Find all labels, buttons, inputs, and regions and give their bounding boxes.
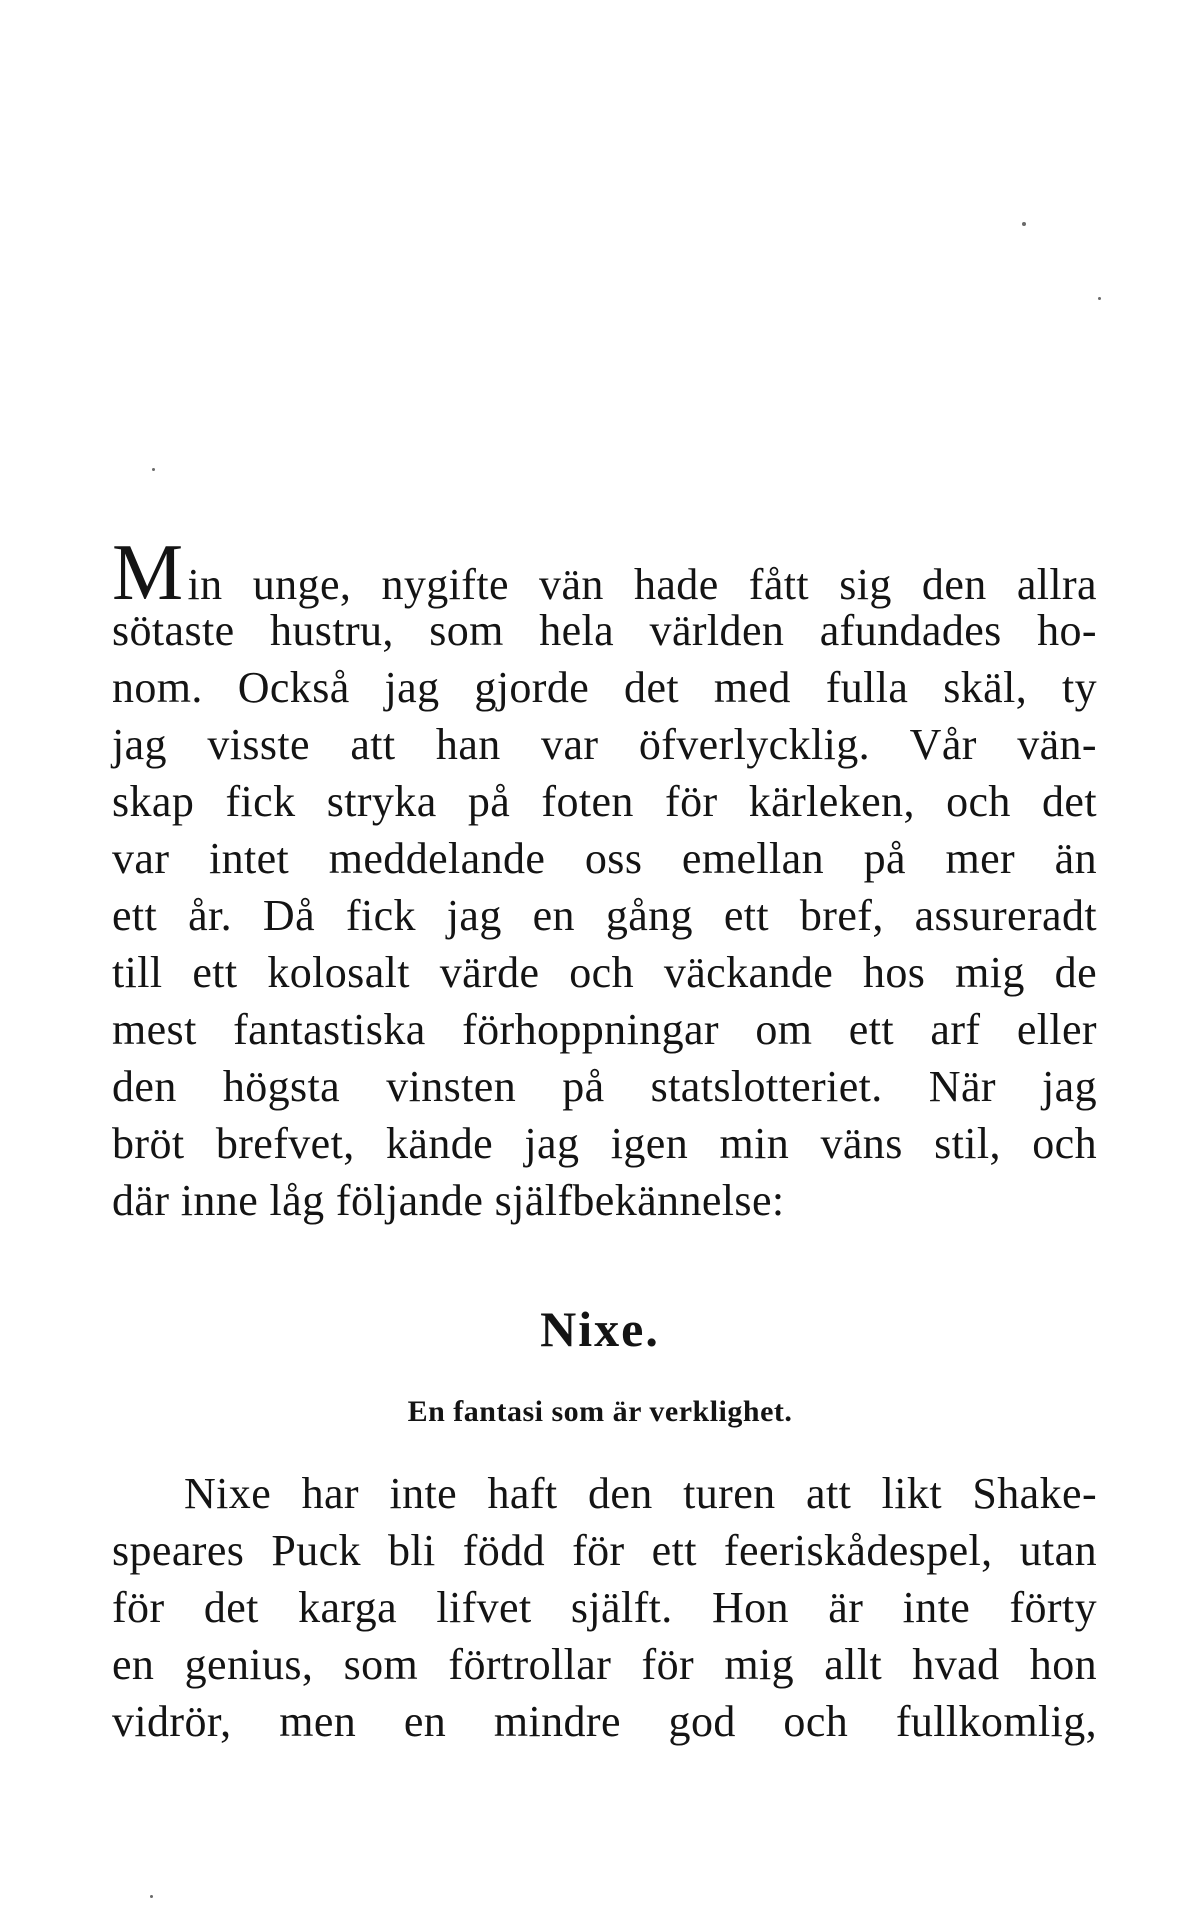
body-line: för det karga lifvet själft. Hon är inte förty	[112, 1583, 1097, 1632]
intro-line: mest fantastiska förhoppningar om ett arf eller	[112, 1005, 1097, 1054]
intro-line: till ett kolosalt värde och väckande hos mig de	[112, 948, 1097, 997]
intro-line: bröt brefvet, kände jag igen min väns stil, och	[112, 1119, 1097, 1168]
intro-line: ett år. Då fick jag en gång ett bref, assureradt	[112, 891, 1097, 940]
intro-line: var intet meddelande oss emellan på mer än	[112, 834, 1097, 883]
intro-line: nom. Också jag gjorde det med fulla skäl, ty	[112, 663, 1097, 712]
intro-first-line	[112, 529, 1097, 617]
intro-first-line-text: in unge, nygifte vän hade fått sig den allra	[187, 560, 1097, 609]
body-line: speares Puck bli född för ett feeriskådespel, utan	[112, 1526, 1097, 1575]
body-line: vidrör, men en mindre god och fullkomlig,	[112, 1697, 1097, 1746]
print-speck	[152, 468, 155, 471]
body-paragraph	[112, 1465, 1097, 1750]
intro-line: där inne låg följande själfbekännelse:	[112, 1176, 785, 1225]
intro-paragraph	[112, 529, 1097, 1229]
drop-cap: M	[112, 529, 184, 617]
intro-line: skap fick stryka på foten för kärleken, och det	[112, 777, 1097, 826]
intro-line: sötaste hustru, som hela världen afundades ho-	[112, 606, 1097, 655]
print-speck	[1022, 222, 1026, 226]
print-speck	[150, 1895, 153, 1898]
print-speck	[1098, 297, 1101, 300]
section-subheading: En fantasi som är verklighet.	[407, 1395, 793, 1428]
intro-line: jag visste att han var öfverlycklig. Vår vän-	[112, 720, 1097, 769]
body-line: en genius, som förtrollar för mig allt hvad hon	[112, 1640, 1097, 1689]
section-heading: Nixe.	[540, 1301, 660, 1357]
intro-line: den högsta vinsten på statslotteriet. När jag	[112, 1062, 1097, 1111]
body-line: Nixe har inte haft den turen att likt Shake-	[184, 1469, 1097, 1518]
